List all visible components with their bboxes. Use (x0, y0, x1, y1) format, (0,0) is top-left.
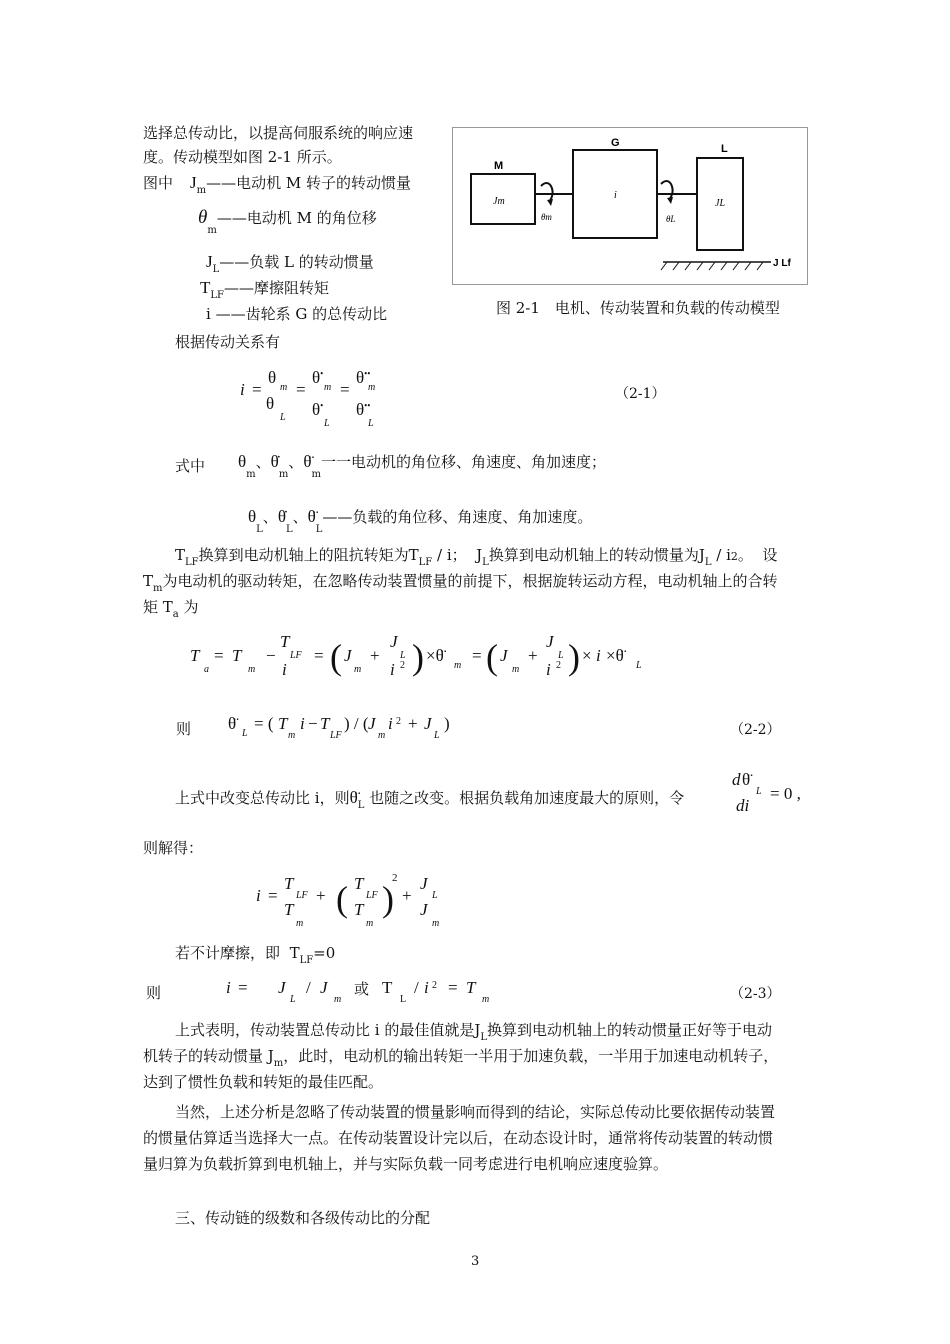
label-i: i (614, 190, 617, 201)
equation-number-2-1: （2-1） (615, 386, 666, 402)
legend-item-i: i ——齿轮系 G 的总传动比 (206, 305, 388, 323)
where-load: $\theta_L$、$\thetȧ_L$、$\thetä_L——$负载的角位移、角速度、角加速度。 (248, 507, 593, 535)
intro-line-1: 选择总传动比，以提高伺服系统的响应速 (143, 124, 414, 142)
label-m: M (494, 160, 504, 172)
equation-2-1: i = θ m θ L = θ• m θ• L = θ•• m θ•• L (240, 368, 376, 429)
para2-line: 上式中改变总传动比 i，则$\thetä_L$ 也随之改变。根据负载角加速度最大的原则，令 (175, 788, 685, 811)
label-jl: JL (715, 198, 725, 209)
para1-line2: $T_m$为电动机的驱动转矩，在忽略传动装置惯量的前提下，根据旋转运动方程，电动机轴上的合转 (143, 572, 778, 594)
eq3-lead: 则 (146, 984, 162, 1002)
para3-line1: 上式表明，传动装置总传动比 i 的最佳值就是$J_L$换算到电动机轴上的转动惯量正好等于电动 (175, 1021, 773, 1043)
legend-item-jm: $J_m——$电动机 M 转子的转动惯量 (190, 173, 412, 196)
label-theta-l: θL (666, 214, 676, 224)
para4-line1: 当然，上述分析是忽略了传动装置的惯量影响而得到的结论，实际总传动比要依据传动装置 (175, 1103, 776, 1121)
equation-torque: T a = T m − T LF i = ( J m + J L i 2 ) ×θ̈ m = ( J m + J L i 2 ) × i ×θ̈ L (190, 632, 642, 679)
equation-2-2: θ̈ L = ( T m i − T LF ) / ( J m i 2 + J L ) (228, 714, 450, 741)
rotation-arrow-icon-2 (661, 181, 673, 200)
para3-line3: 达到了惯性负载和转矩的最佳匹配。 (143, 1073, 384, 1091)
equation-optimal-i: i = T LF T m + ( T LF T m ) 2 + J L J m (256, 872, 440, 929)
label-jm: Jm (493, 196, 505, 207)
legend-item-theta-m: $\theta_m——$电动机 M 的角位移 (198, 207, 377, 236)
no-friction-line: 若不计摩擦，即 $T_{LF}=0$ (175, 944, 336, 966)
label-l: L (721, 143, 728, 155)
label-jlf: J Lf (773, 258, 791, 269)
derivative-condition: d θ̈ L di = 0 , (732, 770, 801, 815)
legend-lead: 图中 (143, 174, 174, 192)
intro-line-2: 度。传动模型如图 2-1 所示。 (143, 148, 342, 166)
relation-intro: 根据传动关系有 (175, 333, 281, 351)
solve-lead: 则解得： (143, 839, 204, 857)
equation-number-2-2: （2-2） (730, 722, 781, 738)
legend-item-jl: $J_L——$负载 L 的转动惯量 (206, 252, 374, 275)
equation-2-3: i = J L / J m 或 T L / i 2 = T m (226, 978, 490, 1005)
legend-item-tlf: $T_{LF}——$摩擦阻转矩 (200, 278, 329, 301)
where-lead: 式中 (175, 457, 206, 475)
eq2-lead: 则 (176, 720, 192, 738)
figure-2-1 (452, 127, 808, 285)
where-motor: $\theta_m$、$\thetȧ_m$、$\thetä_m$一一电动机的角位移、角速度、角加速度； (238, 452, 606, 480)
equation-number-2-3: （2-3） (730, 986, 781, 1002)
para4-line3: 量归算为负载折算到电机轴上，并与实际负载一同考虑进行电机响应速度验算。 (143, 1155, 669, 1173)
para1-line3: 矩 $T_a$ 为 (143, 598, 199, 620)
rotation-arrow-icon (541, 183, 553, 202)
section-heading: 三、传动链的级数和各级传动比的分配 (175, 1209, 431, 1227)
label-g: G (611, 137, 620, 149)
figure-caption: 图 2-1 电机、传动装置和负载的传动模型 (496, 299, 780, 317)
para3-line2: 机转子的转动惯量 $J_m$，此时，电动机的输出转矩一半用于加速负载，一半用于加速电动机转子， (143, 1047, 779, 1069)
page-number: 3 (471, 1254, 480, 1269)
label-theta-m: θm (541, 212, 552, 222)
para1-line1: $T_{LF}$换算到电动机轴上的阻抗转矩为$T_{LF}$ / i； $J_L$换算到电动机轴上的转动惯量为$J_L / i2$。 设 (175, 546, 778, 568)
para4-line2: 的惯量估算适当选择大一点。在传动装置设计完以后，在动态设计时，通常将传动装置的转动惯 (143, 1129, 774, 1147)
transmission-model-diagram (453, 128, 809, 286)
